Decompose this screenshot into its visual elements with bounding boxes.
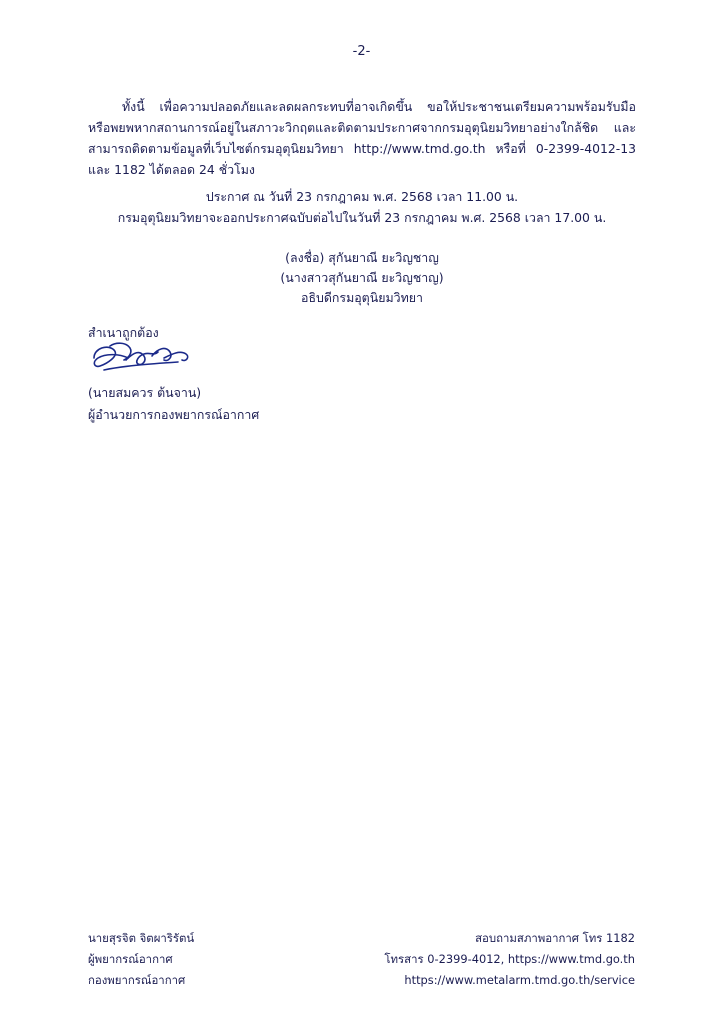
copy-signer-block [88,382,259,426]
announcement-section [88,186,636,228]
footer-right-line-3: https://www.metalarm.tmd.go.th/service [404,973,635,987]
certified-copy-label: สำเนาถูกต้อง [88,325,159,340]
body-section [88,96,636,180]
copy-signer-position: ผู้อำนวยการกองพยากรณ์อากาศ [88,407,260,422]
signature-section [88,248,636,308]
body-paragraph-text: ทั้งนี้ เพื่อความปลอดภัยและลดผลกระทบที่อาจเกิดขึ้น ขอให้ประชาชนเตรียมความพร้อมรับมือหรือพยพหากสถานการณ์อยู่ในสภาวะวิกฤตและติดตามประกาศจากกรมอุตุนิยมวิทยาอย่างใกล้ชิด และสามารถติดตามข้อมูลที่เว็บไซต์กรมอุตุนิยมวิทยา http://www.tmd.go.th หรือที่ 0-2399-4012-13 และ 1182 ได้ตลอด 24 ชั่วโมง [88,99,636,177]
footer-left-line-2: ผู้พยากรณ์อากาศ [88,952,173,966]
footer-left-block [88,928,194,991]
footer-left-line-3: กองพยากรณ์อากาศ [88,973,186,987]
signature-fullname-line: (นางสาวสุกันยาณี ยะวิญชาญ) [280,270,444,285]
announcement-line-2: กรมอุตุนิยมวิทยาจะออกประกาศฉบับต่อไปในวันที่ 23 กรกฎาคม พ.ศ. 2568 เวลา 17.00 น. [117,210,607,225]
footer-left-line-1: นายสุรจิต จิตผาริรัตน์ [88,931,195,945]
body-paragraph [88,96,636,180]
announcement-line-1: ประกาศ ณ วันที่ 23 กรกฎาคม พ.ศ. 2568 เวลา 11.00 น. [205,189,519,204]
copy-signer-name: (นายสมควร ต้นจาน) [88,385,202,400]
handwritten-signature-icon [86,336,206,380]
signature-position-line: อธิบดีกรมอุตุนิยมวิทยา [301,290,423,305]
signature-name-line: (ลงชื่อ) สุกันยาณี ยะวิญชาญ [285,250,439,265]
page-number: -2- [352,44,371,59]
footer-right-block [384,928,635,991]
footer-right-line-2: โทรสาร 0-2399-4012, https://www.tmd.go.th [384,952,635,966]
footer-right-line-1: สอบถามสภาพอากาศ โทร 1182 [475,931,635,945]
